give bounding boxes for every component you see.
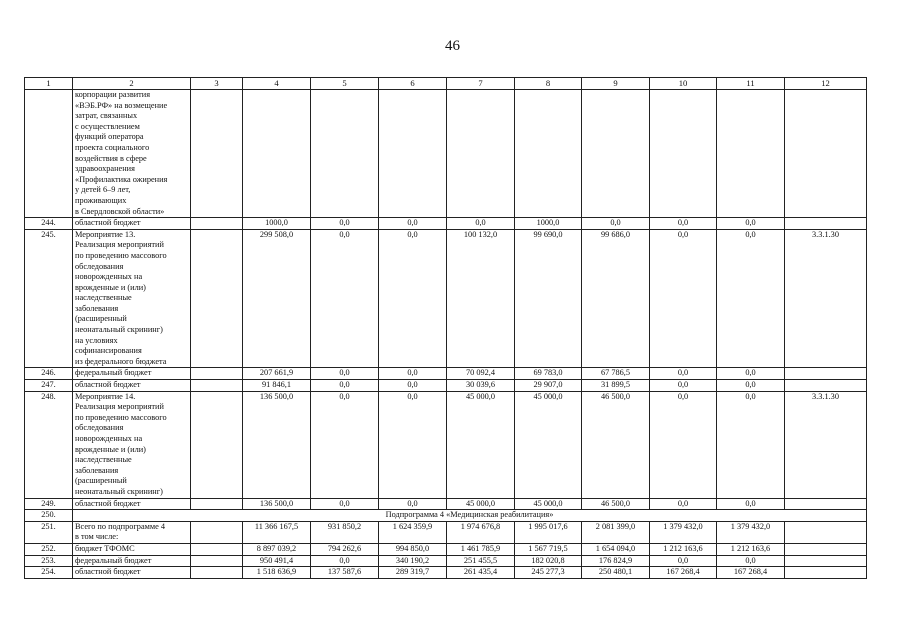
description-line: новорожденных на [75, 272, 143, 282]
value-cell: 0,0 [582, 218, 650, 230]
row-description [73, 555, 191, 567]
value-cell: 261 435,4 [447, 567, 515, 579]
target-code-cell [785, 567, 867, 579]
description-line: областной бюджет [75, 498, 141, 508]
value-cell: 167 268,4 [717, 567, 785, 579]
value-cell: 176 824,9 [582, 555, 650, 567]
value-cell: 0,0 [311, 380, 379, 392]
description-line: неонатальный скрининг) [75, 325, 163, 335]
value-cell: 31 899,5 [582, 380, 650, 392]
subprogram-row [25, 510, 867, 522]
description-line: наследственные [75, 455, 132, 465]
description-line: по проведению массового [75, 250, 167, 260]
value-cell: 182 020,8 [515, 555, 582, 567]
value-cell: 2 081 399,0 [582, 521, 650, 543]
table-row [25, 498, 867, 510]
target-code-cell [785, 543, 867, 555]
row-number: 248. [25, 391, 73, 498]
description-line: федеральный бюджет [75, 555, 152, 565]
target-code-cell: 3.3.1.30 [785, 391, 867, 498]
header-cell: 8 [515, 78, 582, 90]
cell [243, 90, 311, 218]
value-cell: 0,0 [650, 229, 717, 368]
cell [515, 90, 582, 218]
description-line: врожденные и (или) [75, 444, 146, 454]
description-line: с осуществлением [75, 121, 140, 131]
cell [191, 543, 243, 555]
header-cell: 10 [650, 78, 717, 90]
value-cell: 0,0 [311, 498, 379, 510]
value-cell: 45 000,0 [447, 391, 515, 498]
value-cell: 289 319,7 [379, 567, 447, 579]
value-cell: 1 461 785,9 [447, 543, 515, 555]
header-row [25, 78, 867, 90]
value-cell: 46 500,0 [582, 391, 650, 498]
header-cell: 3 [191, 78, 243, 90]
value-cell: 1 624 359,9 [379, 521, 447, 543]
header-cell: 5 [311, 78, 379, 90]
value-cell: 0,0 [717, 218, 785, 230]
target-code-cell [785, 368, 867, 380]
value-cell: 1 212 163,6 [650, 543, 717, 555]
value-cell: 1 567 719,5 [515, 543, 582, 555]
table-row [25, 555, 867, 567]
description-line: софинансирования [75, 346, 142, 356]
cell [191, 567, 243, 579]
cell [582, 90, 650, 218]
value-cell: 0,0 [650, 555, 717, 567]
table-row [25, 90, 867, 218]
cell [191, 521, 243, 543]
page-number: 46 [445, 38, 460, 54]
target-code-cell [785, 380, 867, 392]
row-description [73, 543, 191, 555]
value-cell: 99 690,0 [515, 229, 582, 368]
value-cell: 0,0 [650, 218, 717, 230]
value-cell: 251 455,5 [447, 555, 515, 567]
cell [785, 90, 867, 218]
row-description [73, 498, 191, 510]
cell [191, 90, 243, 218]
row-description [73, 218, 191, 230]
value-cell: 45 000,0 [515, 391, 582, 498]
description-line: Всего по подпрограмме 4 [75, 521, 166, 531]
value-cell: 0,0 [447, 218, 515, 230]
table-row [25, 218, 867, 230]
value-cell: 100 132,0 [447, 229, 515, 368]
row-description [73, 380, 191, 392]
subprogram-title: Подпрограмма 4 «Медицинская реабилитация» [73, 510, 867, 522]
row-number: 244. [25, 218, 73, 230]
description-line: Реализация мероприятий [75, 240, 164, 250]
value-cell: 167 268,4 [650, 567, 717, 579]
value-cell: 45 000,0 [447, 498, 515, 510]
value-cell: 0,0 [717, 368, 785, 380]
description-line: обследования [75, 261, 124, 271]
value-cell: 136 500,0 [243, 498, 311, 510]
value-cell: 340 190,2 [379, 555, 447, 567]
description-line: областной бюджет [75, 218, 141, 228]
value-cell: 0,0 [311, 391, 379, 498]
description-line: федеральный бюджет [75, 368, 152, 378]
value-cell: 137 587,6 [311, 567, 379, 579]
header-cell: 9 [582, 78, 650, 90]
description-line: Мероприятие 13. [75, 229, 136, 239]
value-cell: 91 846,1 [243, 380, 311, 392]
value-cell: 1 974 676,8 [447, 521, 515, 543]
value-cell: 0,0 [311, 555, 379, 567]
cell [311, 90, 379, 218]
row-number: 251. [25, 521, 73, 543]
header-cell: 2 [73, 78, 191, 90]
description-line: проекта социального [75, 142, 150, 152]
value-cell: 1 654 094,0 [582, 543, 650, 555]
table-row [25, 380, 867, 392]
description-line: (расширенный [75, 476, 127, 486]
value-cell: 0,0 [379, 218, 447, 230]
cell [191, 218, 243, 230]
row-number: 253. [25, 555, 73, 567]
description-line: областной бюджет [75, 380, 141, 390]
description-line: из федерального бюджета [75, 356, 167, 366]
description-line: наследственные [75, 293, 132, 303]
header-cell: 1 [25, 78, 73, 90]
value-cell: 29 907,0 [515, 380, 582, 392]
value-cell: 1000,0 [515, 218, 582, 230]
cell [650, 90, 717, 218]
row-description [73, 229, 191, 368]
value-cell: 0,0 [650, 368, 717, 380]
value-cell: 0,0 [311, 218, 379, 230]
value-cell: 0,0 [379, 380, 447, 392]
description-line: заболевания [75, 303, 119, 313]
row-number: 250. [25, 510, 73, 522]
row-description [73, 567, 191, 579]
description-line: здравоохранения [75, 164, 135, 174]
row-description [73, 521, 191, 543]
description-line: на условиях [75, 335, 118, 345]
value-cell: 0,0 [717, 498, 785, 510]
description-line: неонатальный скрининг) [75, 486, 163, 496]
description-line: обследования [75, 423, 124, 433]
target-code-cell [785, 521, 867, 543]
cell [191, 391, 243, 498]
table-row [25, 368, 867, 380]
value-cell: 1 212 163,6 [717, 543, 785, 555]
description-line: затрат, связанных [75, 111, 138, 121]
value-cell: 67 786,5 [582, 368, 650, 380]
value-cell: 30 039,6 [447, 380, 515, 392]
description-line: функций оператора [75, 132, 144, 142]
value-cell: 250 480,1 [582, 567, 650, 579]
header-cell: 6 [379, 78, 447, 90]
value-cell: 1 379 432,0 [717, 521, 785, 543]
value-cell: 1 518 636,9 [243, 567, 311, 579]
value-cell: 0,0 [717, 391, 785, 498]
value-cell: 8 897 039,2 [243, 543, 311, 555]
row-number: 245. [25, 229, 73, 368]
description-line: «Профилактика ожирения [75, 174, 168, 184]
value-cell: 0,0 [379, 498, 447, 510]
header-cell: 7 [447, 78, 515, 90]
value-cell: 45 000,0 [515, 498, 582, 510]
header-cell: 11 [717, 78, 785, 90]
description-line: (расширенный [75, 314, 127, 324]
budget-table [24, 77, 867, 579]
value-cell: 794 262,6 [311, 543, 379, 555]
header-cell: 12 [785, 78, 867, 90]
description-line: Мероприятие 14. [75, 391, 136, 401]
description-line: заболевания [75, 465, 119, 475]
value-cell: 950 491,4 [243, 555, 311, 567]
value-cell: 0,0 [379, 368, 447, 380]
value-cell: 136 500,0 [243, 391, 311, 498]
description-line: бюджет ТФОМС [75, 543, 135, 553]
header-cell: 4 [243, 78, 311, 90]
value-cell: 0,0 [379, 391, 447, 498]
row-number: 252. [25, 543, 73, 555]
row-description [73, 90, 191, 218]
cell [191, 368, 243, 380]
cell [717, 90, 785, 218]
row-number [25, 90, 73, 218]
target-code-cell [785, 498, 867, 510]
target-code-cell [785, 555, 867, 567]
table-row [25, 521, 867, 543]
description-line: «ВЭБ.РФ» на возмещение [75, 100, 168, 110]
description-line: областной бюджет [75, 567, 141, 577]
value-cell: 70 092,4 [447, 368, 515, 380]
value-cell: 69 783,0 [515, 368, 582, 380]
target-code-cell: 3.3.1.30 [785, 229, 867, 368]
value-cell: 1 379 432,0 [650, 521, 717, 543]
description-line: по проведению массового [75, 412, 167, 422]
cell [191, 380, 243, 392]
row-number: 254. [25, 567, 73, 579]
description-line: воздействия в сфере [75, 153, 147, 163]
table-row [25, 229, 867, 368]
value-cell: 0,0 [717, 229, 785, 368]
description-line: Реализация мероприятий [75, 402, 164, 412]
description-line: в Свердловской области» [75, 206, 165, 216]
value-cell: 207 661,9 [243, 368, 311, 380]
value-cell: 994 850,0 [379, 543, 447, 555]
description-line: в том числе: [75, 532, 119, 542]
value-cell: 1 995 017,6 [515, 521, 582, 543]
row-number: 247. [25, 380, 73, 392]
value-cell: 0,0 [650, 380, 717, 392]
description-line: корпорации развития [75, 90, 151, 99]
table-row [25, 391, 867, 498]
target-code-cell [785, 218, 867, 230]
cell [379, 90, 447, 218]
description-line: проживающих [75, 195, 127, 205]
value-cell: 0,0 [650, 498, 717, 510]
value-cell: 0,0 [717, 555, 785, 567]
value-cell: 0,0 [650, 391, 717, 498]
value-cell: 0,0 [379, 229, 447, 368]
value-cell: 46 500,0 [582, 498, 650, 510]
cell [191, 229, 243, 368]
value-cell: 0,0 [311, 229, 379, 368]
row-description [73, 391, 191, 498]
value-cell: 11 366 167,5 [243, 521, 311, 543]
value-cell: 299 508,0 [243, 229, 311, 368]
value-cell: 99 686,0 [582, 229, 650, 368]
cell [191, 498, 243, 510]
row-description [73, 368, 191, 380]
description-line: у детей 6–9 лет, [75, 185, 131, 195]
value-cell: 0,0 [717, 380, 785, 392]
value-cell: 245 277,3 [515, 567, 582, 579]
value-cell: 931 850,2 [311, 521, 379, 543]
cell [191, 555, 243, 567]
value-cell: 1000,0 [243, 218, 311, 230]
table-row [25, 567, 867, 579]
row-number: 249. [25, 498, 73, 510]
description-line: врожденные и (или) [75, 282, 146, 292]
row-number: 246. [25, 368, 73, 380]
cell [447, 90, 515, 218]
description-line: новорожденных на [75, 434, 143, 443]
table-row [25, 543, 867, 555]
value-cell: 0,0 [311, 368, 379, 380]
